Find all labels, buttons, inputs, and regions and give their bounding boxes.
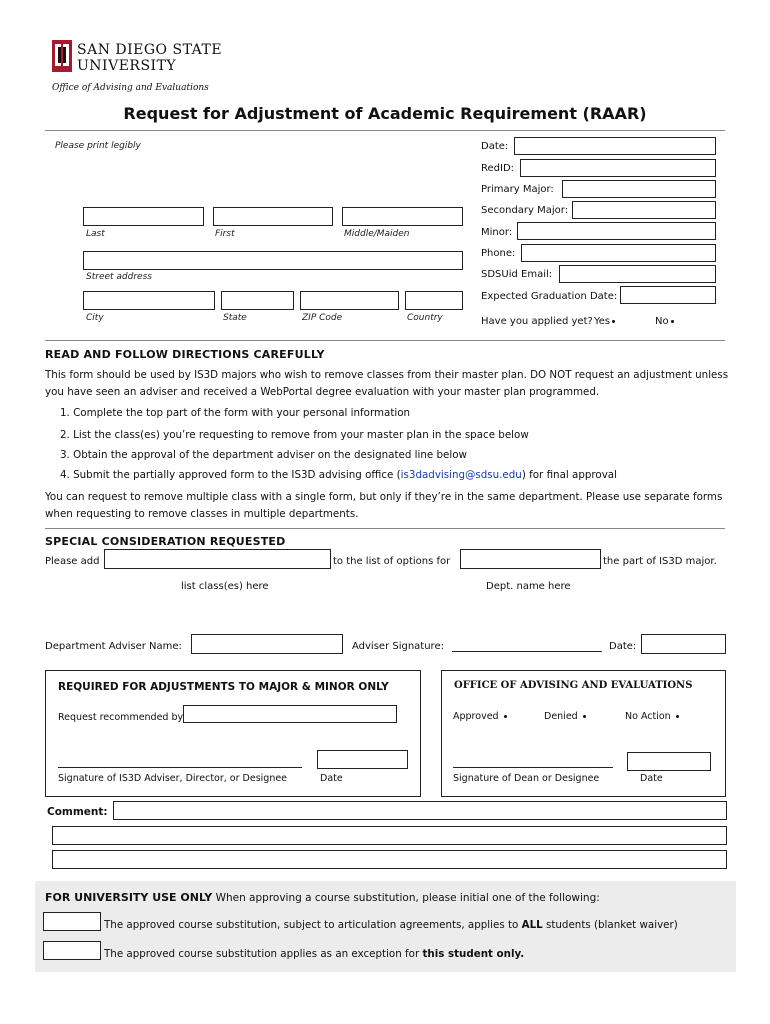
comment-label: Comment: bbox=[47, 806, 108, 818]
last-name-input[interactable] bbox=[83, 207, 204, 226]
is3d-date-label: Date bbox=[320, 773, 343, 784]
dean-date-label: Date bbox=[640, 773, 663, 784]
no-action-label: No Action bbox=[625, 711, 671, 722]
university-use-instruction: When approving a course substitution, please initial one of the following: bbox=[212, 892, 600, 904]
university-use-title: FOR UNIVERSITY USE ONLY bbox=[45, 891, 213, 904]
applied-question: Have you applied yet? bbox=[481, 316, 593, 327]
special-heading: SPECIAL CONSIDERATION REQUESTED bbox=[45, 535, 286, 548]
dean-signature-label: Signature of Dean or Designee bbox=[453, 773, 600, 784]
class-list-input[interactable] bbox=[104, 549, 331, 569]
blanket-waiver-text bbox=[104, 919, 678, 931]
adviser-signature-label: Adviser Signature: bbox=[352, 641, 444, 652]
no-radio-icon[interactable] bbox=[671, 320, 674, 323]
approved-label: Approved bbox=[453, 711, 499, 722]
phone-input[interactable] bbox=[521, 244, 716, 262]
advising-email-link[interactable]: is3dadvising@sdsu.edu bbox=[400, 469, 522, 481]
university-name-line2: UNIVERSITY bbox=[77, 58, 177, 74]
no-action-radio-icon[interactable] bbox=[676, 715, 679, 718]
street-address-input[interactable] bbox=[83, 251, 463, 270]
primary-major-label: Primary Major: bbox=[481, 184, 554, 195]
initial-exception-input[interactable] bbox=[43, 941, 101, 960]
direction-step-3: 3. Obtain the approval of the department adviser on the designated line below bbox=[60, 449, 467, 461]
first-name-label: First bbox=[215, 229, 235, 239]
blanket-waiver-pre: The approved course substitution, subject to articulation agreements, applies to bbox=[104, 919, 522, 931]
minor-label: Minor: bbox=[481, 227, 513, 238]
secondary-major-input[interactable] bbox=[572, 201, 716, 219]
adviser-name-input[interactable] bbox=[191, 634, 343, 654]
middle-name-label: Middle/Maiden bbox=[344, 229, 410, 239]
adviser-date-label: Date: bbox=[609, 641, 637, 652]
graduation-date-input[interactable] bbox=[620, 286, 716, 304]
yes-label: Yes bbox=[594, 316, 611, 327]
comment-line-2[interactable] bbox=[52, 826, 727, 845]
sdsu-emblem-icon bbox=[52, 40, 72, 72]
is3d-signature-label: Signature of IS3D Adviser, Director, or Designee bbox=[58, 773, 288, 784]
is3d-date-input[interactable] bbox=[317, 750, 408, 769]
step4-text: 4. Submit the partially approved form to the IS3D advising office ( bbox=[60, 469, 401, 481]
state-input[interactable] bbox=[221, 291, 294, 310]
comment-line-3[interactable] bbox=[52, 850, 727, 869]
email-input[interactable] bbox=[559, 265, 716, 283]
date-input[interactable] bbox=[514, 137, 716, 155]
office-heading: OFFICE OF ADVISING AND EVALUATIONS bbox=[454, 680, 693, 691]
country-input[interactable] bbox=[405, 291, 463, 310]
university-use-heading bbox=[45, 891, 600, 904]
to-list-label: to the list of options for bbox=[333, 556, 451, 567]
personal-divider bbox=[45, 340, 725, 341]
approved-radio-icon[interactable] bbox=[504, 715, 507, 718]
directions-intro: This form should be used by IS3D majors who wish to remove classes from their master plan. DO NOT request an adjustment unless you have seen an adviser and received a WebPortal degree evaluation with your master plan programmed. bbox=[45, 369, 729, 398]
applied-no-option[interactable] bbox=[655, 316, 674, 327]
yes-radio-icon[interactable] bbox=[612, 320, 615, 323]
adviser-signature-line[interactable] bbox=[452, 651, 602, 652]
approved-option[interactable] bbox=[453, 711, 507, 722]
exception-pre: The approved course substitution applies as an exception for bbox=[104, 948, 423, 960]
street-address-label: Street address bbox=[86, 272, 152, 282]
is3d-signature-line[interactable] bbox=[58, 767, 302, 768]
direction-step-4 bbox=[60, 467, 617, 484]
blanket-waiver-post: students (blanket waiver) bbox=[542, 919, 678, 931]
no-action-option[interactable] bbox=[625, 711, 679, 722]
dean-date-input[interactable] bbox=[627, 752, 711, 771]
first-name-input[interactable] bbox=[213, 207, 333, 226]
part-of-major-label: the part of IS3D major. bbox=[603, 556, 717, 567]
city-label: City bbox=[86, 313, 104, 323]
exception-bold: this student only. bbox=[422, 948, 525, 960]
recommended-by-input[interactable] bbox=[183, 705, 397, 723]
print-legibly-note: Please print legibly bbox=[55, 141, 141, 151]
denied-label: Denied bbox=[544, 711, 578, 722]
primary-major-input[interactable] bbox=[562, 180, 716, 198]
step4-text-end: ) for final approval bbox=[521, 469, 617, 481]
denied-radio-icon[interactable] bbox=[583, 715, 586, 718]
no-label: No bbox=[655, 316, 669, 327]
please-add-label: Please add bbox=[45, 556, 100, 567]
middle-name-input[interactable] bbox=[342, 207, 463, 226]
secondary-major-label: Secondary Major: bbox=[481, 205, 569, 216]
last-name-label: Last bbox=[86, 229, 105, 239]
state-label: State bbox=[223, 313, 247, 323]
zip-code-input[interactable] bbox=[300, 291, 399, 310]
adviser-name-label: Department Adviser Name: bbox=[45, 641, 182, 652]
email-label: SDSUid Email: bbox=[481, 269, 553, 280]
minor-input[interactable] bbox=[517, 222, 716, 240]
blanket-waiver-all: ALL bbox=[521, 919, 543, 931]
recommended-by-label: Request recommended by bbox=[58, 712, 184, 723]
country-label: Country bbox=[407, 313, 443, 323]
dept-name-hint: Dept. name here bbox=[486, 581, 571, 592]
redid-label: RedID: bbox=[481, 163, 515, 174]
department-input[interactable] bbox=[460, 549, 601, 569]
directions-divider bbox=[45, 528, 725, 529]
redid-input[interactable] bbox=[520, 159, 716, 177]
date-label: Date: bbox=[481, 141, 509, 152]
directions-note: You can request to remove multiple class with a single form, but only if they’re in the same department. Please use separate forms when requesting to remove classes in multiple departments. bbox=[45, 491, 723, 520]
directions-heading: READ AND FOLLOW DIRECTIONS CAREFULLY bbox=[45, 348, 325, 361]
graduation-date-label: Expected Graduation Date: bbox=[481, 291, 618, 302]
denied-option[interactable] bbox=[544, 711, 586, 722]
title-divider bbox=[45, 130, 725, 131]
zip-code-label: ZIP Code bbox=[302, 313, 343, 323]
office-name: Office of Advising and Evaluations bbox=[52, 83, 209, 93]
adviser-date-input[interactable] bbox=[641, 634, 726, 654]
dean-signature-line[interactable] bbox=[453, 767, 613, 768]
required-heading: REQUIRED FOR ADJUSTMENTS TO MAJOR & MINOR ONLY bbox=[58, 681, 389, 693]
city-input[interactable] bbox=[83, 291, 215, 310]
form-title: Request for Adjustment of Academic Requirement (RAAR) bbox=[123, 104, 647, 123]
direction-step-2: 2. List the class(es) you’re requesting to remove from your master plan in the space below bbox=[60, 429, 529, 441]
comment-line-1[interactable] bbox=[113, 801, 727, 820]
applied-yes-option[interactable] bbox=[594, 316, 615, 327]
direction-step-1: 1. Complete the top part of the form with your personal information bbox=[60, 407, 411, 419]
university-name-line1: SAN DIEGO STATE bbox=[77, 42, 223, 58]
phone-label: Phone: bbox=[481, 248, 516, 259]
list-classes-hint: list class(es) here bbox=[181, 581, 269, 592]
exception-text bbox=[104, 948, 524, 960]
initial-blanket-waiver-input[interactable] bbox=[43, 912, 101, 931]
sdsu-logo bbox=[52, 40, 222, 80]
